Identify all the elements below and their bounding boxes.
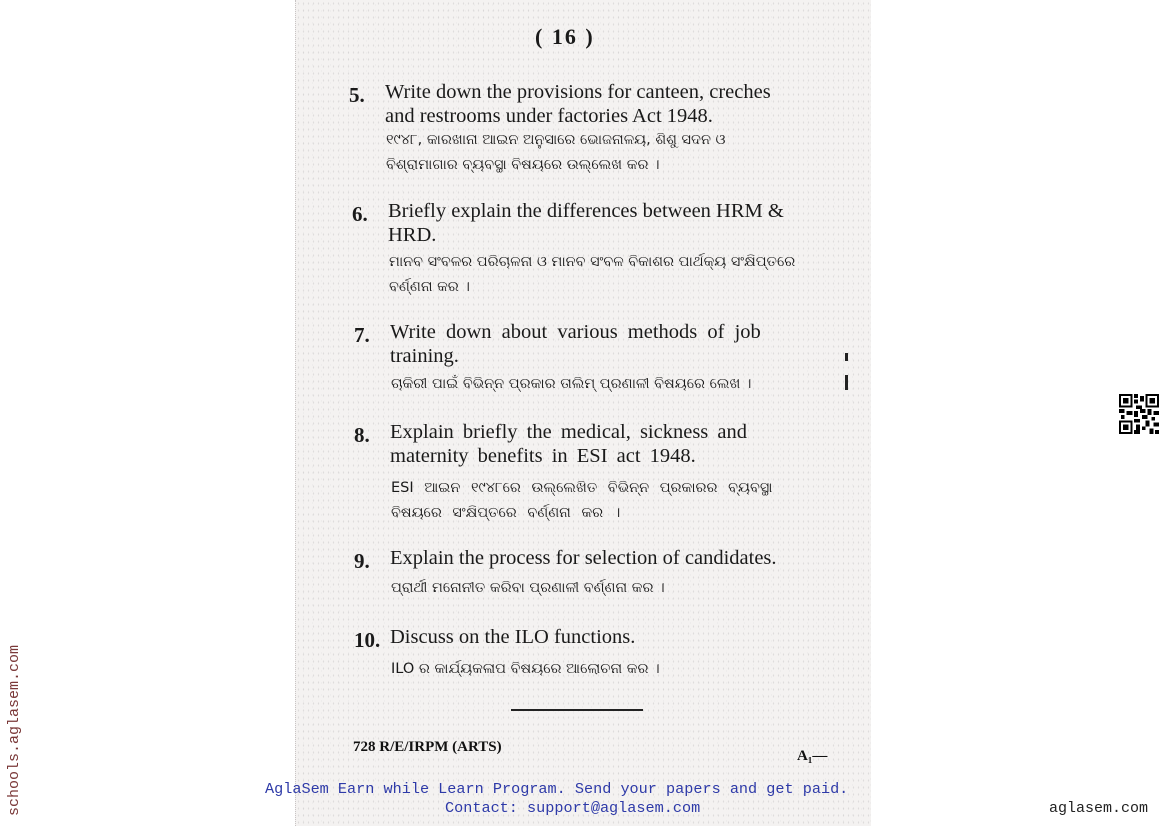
question-english: Write down the provisions for canteen, creches and restrooms under factories Act 1948. xyxy=(385,81,771,127)
question-english: Discuss on the ILO functions. xyxy=(390,626,636,648)
question-odia: ପ୍ରାର୍ଥୀ ମନୋନୀତ କରିବା ପ୍ରଣାଳୀ ବର୍ଣ୍ଣନା କର । xyxy=(391,580,665,596)
sheet-mark: A₁— xyxy=(797,748,828,764)
paper-code: 728 R/E/IRPM (ARTS) xyxy=(353,739,502,755)
site-watermark-right[interactable]: aglasem.com xyxy=(1049,800,1149,817)
question-odia: ILO ର କାର୍ଯ୍ୟକଳାପ ବିଷୟରେ ଆଲୋଚନା କର । xyxy=(391,661,660,677)
question-number: 8. xyxy=(354,423,370,447)
question-english: Briefly explain the differences between HRM & HRD. xyxy=(388,200,784,246)
margin-mark xyxy=(845,375,848,390)
question-english: Explain briefly the medical, sickness and maternity benefits in ESI act 1948. xyxy=(390,421,748,467)
question-number: 9. xyxy=(354,549,370,573)
site-watermark-left[interactable]: schools.aglasem.com xyxy=(6,644,23,816)
question-odia: ୧୯୪୮, କାରଖାନା ଆଇନ ଅନୁସାରେ ଭୋଜନାଳୟ, ଶିଶୁ ସଦନ ଓ ବିଶ୍ରାମାଗାର ବ୍ୟବସ୍ଥା ବିଷୟରେ ଉଲ୍ଲେଖ କର । xyxy=(386,132,726,173)
promo-watermark xyxy=(265,780,905,818)
question-number: 10. xyxy=(354,628,381,652)
question-number: 7. xyxy=(354,323,370,347)
promo-contact-line: Contact: support@aglasem.com xyxy=(445,799,701,817)
question-number: 6. xyxy=(352,202,368,226)
question-number: 5. xyxy=(349,83,365,107)
qr-code-icon[interactable] xyxy=(1119,394,1159,434)
margin-mark xyxy=(845,353,848,361)
question-odia: ESI ଆଇନ ୧୯୪୮ରେ ଉଲ୍ଲେଖିତ ବିଭିନ୍ନ ପ୍ରକାରର ବ୍ୟବସ୍ଥା ବିଷୟରେ ସଂକ୍ଷିପ୍ତରେ ବର୍ଣ୍ଣନା କର । xyxy=(391,480,773,521)
question-odia: ମାନବ ସଂବଳର ପରିଚାଳନା ଓ ମାନବ ସଂବଳ ବିକାଶର ପାର୍ଥକ୍ୟ ସଂକ୍ଷିପ୍ତରେ ବର୍ଣ୍ଣନା କର । xyxy=(389,254,796,295)
end-of-paper-rule xyxy=(511,709,643,711)
promo-line-1: AglaSem Earn while Learn Program. Send your papers and get paid. xyxy=(265,780,849,798)
page-number: ( 16 ) xyxy=(535,24,595,49)
question-english: Write down about various methods of job training. xyxy=(390,321,761,367)
question-english: Explain the process for selection of candidates. xyxy=(390,547,777,569)
question-odia: ଚାକିରୀ ପାଇଁ ବିଭିନ୍ନ ପ୍ରକାର ତାଲିମ୍ ପ୍ରଣାଳୀ ବିଷୟରେ ଲେଖ । xyxy=(391,376,752,392)
